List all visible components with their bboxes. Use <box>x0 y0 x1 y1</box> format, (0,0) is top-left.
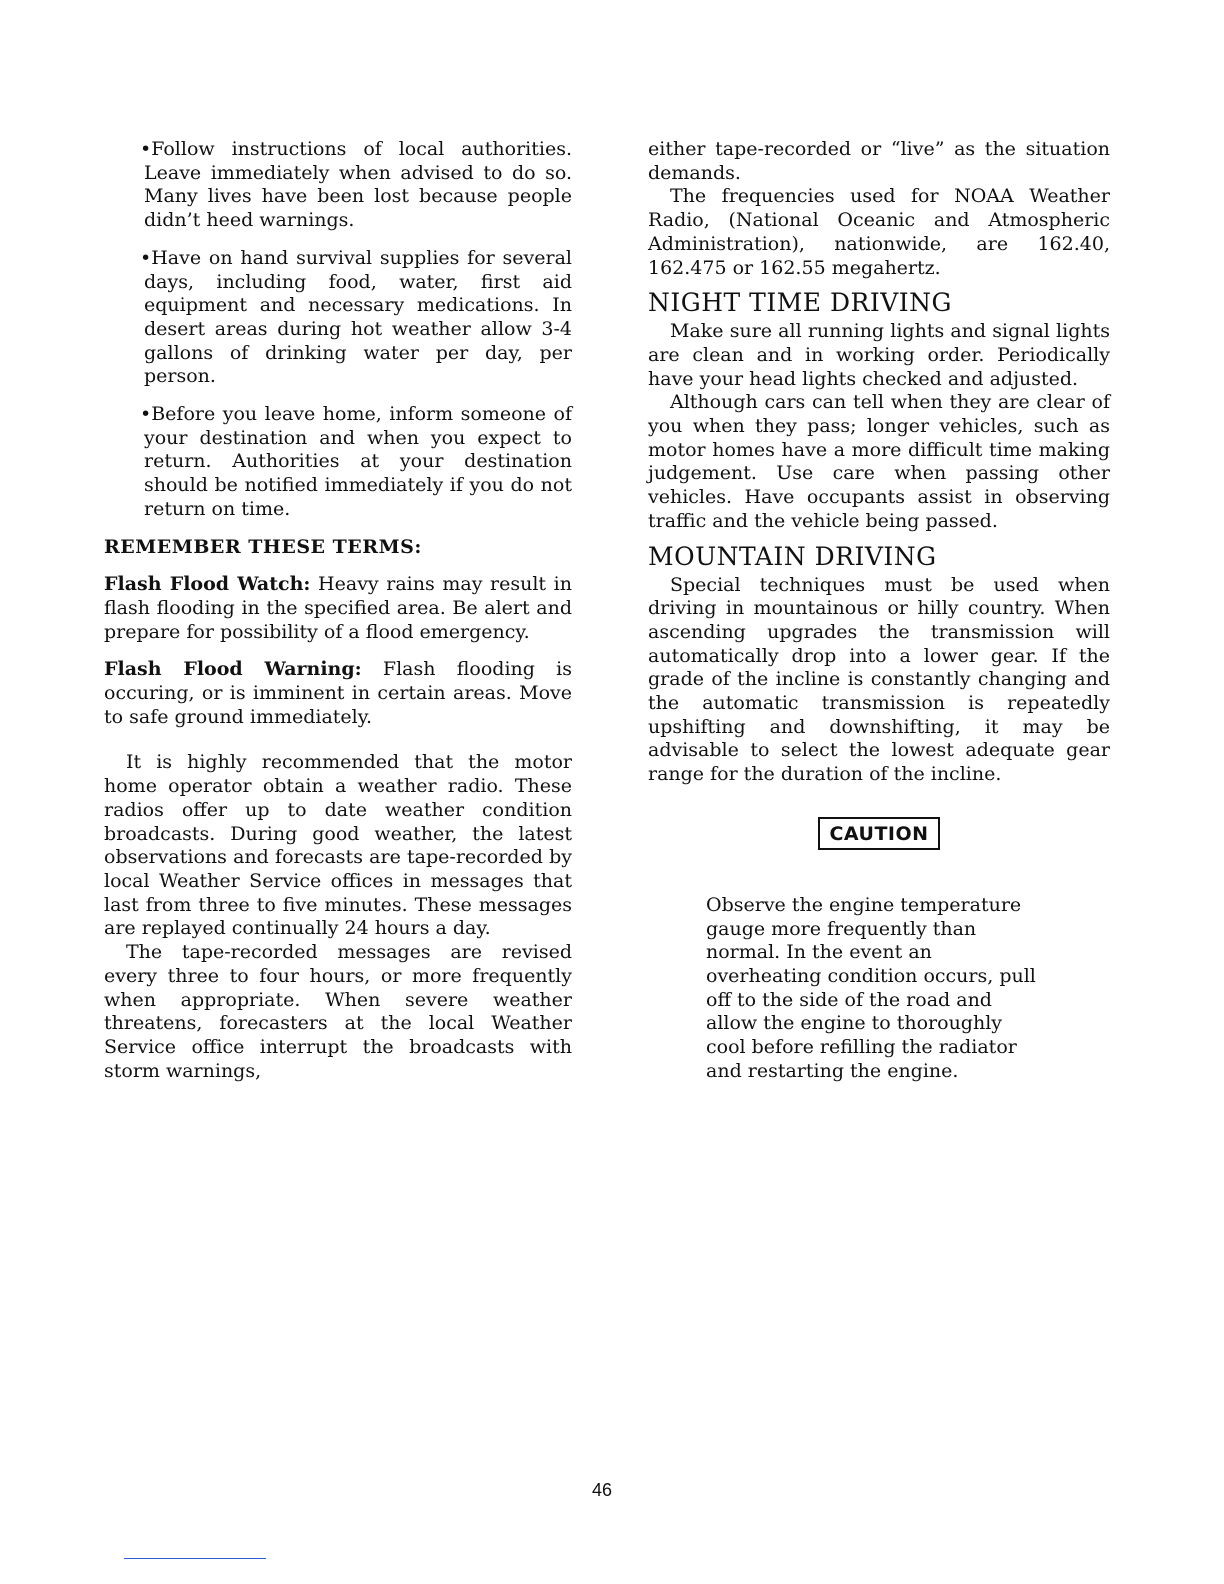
continuation-paragraph: either tape-recorded or “live” as the situation demands. <box>648 138 1110 184</box>
page-number: 46 <box>591 1480 613 1500</box>
term-name: Flash Flood Watch: <box>104 573 311 596</box>
bullet-inform-someone: • Before you leave home, inform someone of your destination and when you expect to return. Authorities at your destination should be notified immediately if you do not return on time. <box>104 403 572 522</box>
terms-heading: REMEMBER THESE TERMS: <box>104 535 422 558</box>
noaa-paragraph: The frequencies used for NOAA Weather Radio, (National Oceanic and Atmospheric Administration), nationwide, are 162.40, 162.475 or 162.55 megahertz. <box>648 185 1110 279</box>
term-flash-flood-watch <box>104 573 572 644</box>
caution-label: CAUTION <box>818 817 939 850</box>
footer-underline-mark <box>124 1558 266 1559</box>
night-driving-heading: NIGHT TIME DRIVING <box>648 288 953 318</box>
mountain-driving-heading: MOUNTAIN DRIVING <box>648 541 937 571</box>
tape-recorded-paragraph: The tape-recorded messages are revised every three to four hours, or more frequently when appropriate. When severe weather threatens, forecasters at the local Weather Service office interrupt the broadcasts with storm warnings, <box>104 941 572 1082</box>
term-flash-flood-warning <box>104 658 572 729</box>
term-name: Flash Flood Warning: <box>104 658 362 681</box>
bullet-survival-supplies: • Have on hand survival supplies for several days, including food, water, first aid equipment and necessary medications. In desert areas during hot weather allow 3-4 gallons of drinking water per day, per person. <box>104 247 572 389</box>
right-column <box>648 138 1110 1084</box>
left-column <box>104 138 572 1083</box>
night-paragraph-2: Although cars can tell when they are clear of you when they pass; longer vehicles, such as motor homes have a more difficult time making judgement. Use care when passing other vehicles. Have occupants assist in observing traffic and the vehicle being passed. <box>648 391 1110 532</box>
term-text: Flash flooding is occuring, or is imminent in certain areas. Move to safe ground immediately. <box>104 658 573 728</box>
mountain-paragraph: Special techniques must be used when driving in mountainous or hilly country. When ascending upgrades the transmission will automatically drop into a lower gear. If the grade of the incline is constantly changing and the automatic transmission is repeatedly upshifting and downshifting, it may be advisable to select the lowest adequate gear range for the duration of the incline. <box>648 573 1110 786</box>
caution-box-wrapper <box>648 817 1110 850</box>
bullet-follow-instructions: • Follow instructions of local authorities. Leave immediately when advised to do so. Many lives have been lost because people didn’t heed warnings. <box>104 138 572 233</box>
night-paragraph-1: Make sure all running lights and signal lights are clean and in working order. Periodically have your head lights checked and adjusted. <box>648 320 1110 390</box>
weather-radio-paragraph: It is highly recommended that the motor home operator obtain a weather radio. These radios offer up to date weather condition broadcasts. During good weather, the latest observations and forecasts are tape-recorded by local Weather Service offices in messages that last from three to five minutes. These messages are replayed continually 24 hours a day. <box>104 751 572 940</box>
caution-text: Observe the engine temperature gauge more frequently than normal. In the event an overheating condition occurs, pull off to the side of the road and allow the engine to thoroughly cool before refilling the radiator and restarting the engine. <box>706 893 1036 1082</box>
term-text: Heavy rains may result in flash flooding in the specified area. Be alert and prepare for possibility of a flood emergency. <box>104 573 572 643</box>
